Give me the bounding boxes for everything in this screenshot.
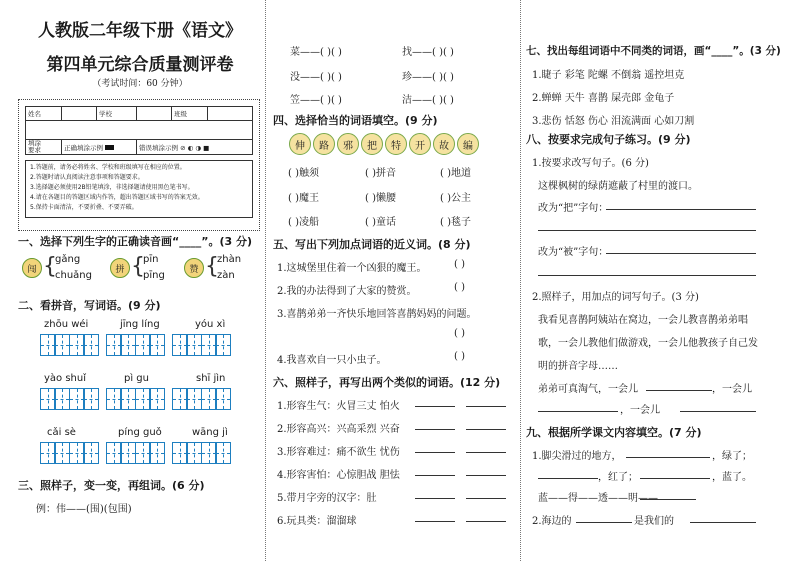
s8-q2-text-3: 明的拼音字母…… xyxy=(538,361,618,372)
s5-answer-3[interactable]: ( ) xyxy=(454,328,465,339)
s4-r2-c2[interactable]: ( )懒腰 xyxy=(365,193,396,204)
s4-r1-c1[interactable]: ( )触须 xyxy=(288,168,319,179)
section-2-title: 二、看拼音，写词语。(9 分) xyxy=(18,299,161,312)
s4-r3-c2[interactable]: ( )童话 xyxy=(365,217,396,228)
pinyin-word-5: pì gu xyxy=(124,373,149,384)
s6-item-3: 3.形容难过：痛不欲生 忧伤 xyxy=(277,447,400,458)
s5-item-3: 3.喜鹊弟弟一齐快乐地回答喜鹊妈妈的问题。 xyxy=(277,309,477,320)
pinyin-1b[interactable]: chuǎng xyxy=(55,270,92,281)
s4-r3-c3[interactable]: ( )毯子 xyxy=(440,217,471,228)
brace-2: { xyxy=(131,254,145,279)
s6-blank[interactable] xyxy=(415,452,455,453)
answer-line[interactable] xyxy=(576,522,632,523)
pinyin-word-9: wāng jì xyxy=(192,427,228,438)
writing-cell[interactable] xyxy=(83,388,99,410)
section-7-title: 七、找出每组词语中不同类的词语，画“____”。(3 分) xyxy=(526,45,781,57)
answer-line[interactable] xyxy=(538,275,756,276)
brace-1: { xyxy=(43,254,57,279)
s7-row-2[interactable]: 2.蝉蝉 天牛 喜鹊 屎壳郎 金龟子 xyxy=(532,93,675,104)
note-4: 4.请在各题目的答题区域内作答，超出答题区域书写的答案无效。 xyxy=(30,194,204,201)
s9-line-4b: 是我们的 xyxy=(634,516,674,527)
s5-answer-2[interactable]: ( ) xyxy=(454,282,465,293)
section-3-example: 例：伟——(围)(包围) xyxy=(36,504,132,515)
class-field[interactable] xyxy=(208,107,253,121)
note-2: 2.答题时请认真阅读注意事项和答题要求。 xyxy=(30,174,144,181)
writing-cell[interactable] xyxy=(215,442,231,464)
answer-line[interactable] xyxy=(606,209,756,210)
s6-blank[interactable] xyxy=(466,498,506,499)
pinyin-3a[interactable]: zhàn xyxy=(217,254,242,265)
answer-line[interactable] xyxy=(538,411,618,412)
pinyin-3b[interactable]: zàn xyxy=(217,270,235,281)
apple-word-7: 故 xyxy=(433,133,455,155)
s6-blank[interactable] xyxy=(415,475,455,476)
info-table xyxy=(25,106,253,155)
apple-word-2: 路 xyxy=(313,133,335,155)
s9-line-1b: ，绿了； xyxy=(712,451,752,462)
s4-r2-c1[interactable]: ( )魔王 xyxy=(288,193,319,204)
pinyin-2a[interactable]: pīn xyxy=(143,254,159,265)
answer-line[interactable] xyxy=(646,390,712,391)
s9-line-2b: ，红了； xyxy=(598,472,638,483)
s6-item-1: 1.形容生气：火冒三丈 怕火 xyxy=(277,401,400,412)
pinyin-word-3: yóu xì xyxy=(195,319,226,330)
pinyin-2b[interactable]: pīng xyxy=(143,270,165,281)
s6-blank[interactable] xyxy=(466,452,506,453)
note-3: 3.选择题必须使用2B铅笔填涂，非选择题请使用黑色笔书写。 xyxy=(30,184,194,191)
s6-item-4: 4.形容害怕：心惊胆战 胆怯 xyxy=(277,470,400,481)
s7-row-1[interactable]: 1.睫子 彩笔 陀螺 不倒翁 遥控坦克 xyxy=(532,70,685,81)
class-label: 班级 xyxy=(172,107,208,121)
pinyin-word-2: jīng líng xyxy=(120,319,160,330)
pinyin-1a[interactable]: gǎng xyxy=(55,254,81,265)
s8-q1: 1.按要求改写句子。(6 分) xyxy=(532,158,649,169)
section-9-title: 九、根据所学课文内容填空。(7 分) xyxy=(526,426,702,439)
s4-r2-c3[interactable]: ( )公主 xyxy=(440,193,471,204)
writing-cell[interactable] xyxy=(215,334,231,356)
apple-word-6: 开 xyxy=(409,133,431,155)
name-label: 姓名 xyxy=(26,107,62,121)
s3-row-3[interactable]: 没——( )( ) xyxy=(290,72,342,83)
s6-blank[interactable] xyxy=(466,475,506,476)
s5-item-1: 1.这城堡里住着一个凶狠的魔王。 xyxy=(277,263,427,274)
s8-q2-text-1: 我看见喜鹊阿姨站在窝边，一会儿教喜鹊弟弟唱 xyxy=(538,315,748,326)
writing-cell[interactable] xyxy=(83,442,99,464)
writing-cell[interactable] xyxy=(215,388,231,410)
s5-item-2: 2.我的办法得到了大家的赞赏。 xyxy=(277,286,417,297)
s3-row-5[interactable]: 笠——( )( ) xyxy=(290,95,342,106)
wrong-example: 错误填涂示例 ⊘ ◐ ◑ ■ xyxy=(137,140,253,155)
writing-cell[interactable] xyxy=(149,334,165,356)
s5-item-4: 4.我喜欢自一只小虫子。 xyxy=(277,355,387,366)
answer-line[interactable] xyxy=(640,478,710,479)
s7-row-3[interactable]: 3.悲伤 恬怒 伤心 泪流满面 心如刀割 xyxy=(532,116,695,127)
char-badge-1: 闯 xyxy=(22,258,42,278)
writing-row-3 xyxy=(41,442,239,464)
answer-line[interactable] xyxy=(538,230,756,231)
s8-q2-fill-1: 弟弟可真淘气，一会儿 xyxy=(538,384,638,395)
s3-row-6[interactable]: 洁——( )( ) xyxy=(402,95,454,106)
section-6-title: 六、照样子，再写出两个类似的词语。(12 分) xyxy=(273,376,501,389)
writing-cell[interactable] xyxy=(149,388,165,410)
s9-line-4: 2.海边的 xyxy=(532,516,572,527)
correct-example: 正确填涂示例 xyxy=(61,140,136,155)
s8-q2-fill-2: ，一会儿 xyxy=(620,405,660,416)
answer-line[interactable] xyxy=(690,522,756,523)
writing-cell[interactable] xyxy=(149,442,165,464)
s4-r3-c1[interactable]: ( )凌船 xyxy=(288,217,319,228)
school-label: 学校 xyxy=(96,107,136,121)
id-field[interactable] xyxy=(26,121,253,140)
fold-line-2 xyxy=(520,0,521,561)
fill-req-label: 填涂 要求 xyxy=(26,140,62,155)
s6-blank[interactable] xyxy=(466,406,506,407)
char-badge-3: 赞 xyxy=(184,258,204,278)
writing-row-1 xyxy=(41,334,239,356)
apple-word-5: 特 xyxy=(385,133,407,155)
s3-row-2[interactable]: 找——( )( ) xyxy=(402,47,454,58)
s8-q2: 2.照样子，用加点的词写句子。(3 分) xyxy=(532,292,699,303)
answer-line[interactable] xyxy=(538,478,598,479)
apple-word-3: 邪 xyxy=(337,133,359,155)
s6-blank[interactable] xyxy=(415,429,455,430)
s5-answer-1[interactable]: ( ) xyxy=(454,259,465,270)
pinyin-word-7: cǎi sè xyxy=(47,427,76,438)
s8-q2-fill-1b: ，一会儿 xyxy=(712,384,752,395)
s4-r1-c3[interactable]: ( )地道 xyxy=(440,168,471,179)
s8-q1b: 改为“被”字句： xyxy=(538,247,609,258)
note-5: 5.保持卡面清洁，不要折叠、不要弄破。 xyxy=(30,204,138,211)
section-1-title: 一、选择下列生字的正确读音画“____”。(3 分) xyxy=(18,235,252,248)
apple-word-8: 编 xyxy=(457,133,479,155)
pinyin-word-1: zhōu wéi xyxy=(44,319,89,330)
s6-blank[interactable] xyxy=(415,498,455,499)
name-field[interactable] xyxy=(61,107,96,121)
s9-line-3: 蓝——得——透——明—— xyxy=(538,493,658,504)
s9-line-2c: ，蓝了。 xyxy=(712,472,752,483)
pinyin-word-8: píng guǒ xyxy=(118,427,162,438)
section-4-title: 四、选择恰当的词语填空。(9 分) xyxy=(273,114,438,127)
apple-word-4: 把 xyxy=(361,133,383,155)
apple-word-1: 伸 xyxy=(289,133,311,155)
s4-r1-c2[interactable]: ( )拼音 xyxy=(365,168,396,179)
s6-blank[interactable] xyxy=(466,521,506,522)
section-8-title: 八、按要求完成句子练习。(9 分) xyxy=(526,133,691,146)
brace-3: { xyxy=(205,254,219,279)
answer-line[interactable] xyxy=(680,411,756,412)
s8-q1a: 改为“把”字句： xyxy=(538,203,609,214)
s6-item-2: 2.形容高兴：兴高采烈 兴奋 xyxy=(277,424,400,435)
school-field[interactable] xyxy=(137,107,172,121)
section-5-title: 五、写出下列加点词语的近义词。(8 分) xyxy=(273,238,471,251)
pinyin-word-4: yào shuǐ xyxy=(44,373,87,384)
writing-row-2 xyxy=(41,388,239,410)
pinyin-word-6: shī jìn xyxy=(196,373,226,384)
s6-blank[interactable] xyxy=(415,406,455,407)
answer-line[interactable] xyxy=(640,499,696,500)
char-badge-2: 拼 xyxy=(110,258,130,278)
paper-title: 人教版二年级下册《语文》 xyxy=(38,21,242,41)
s6-item-6: 6.玩具类：溜溜球 xyxy=(277,516,357,527)
s5-answer-4[interactable]: ( ) xyxy=(454,351,465,362)
s6-blank[interactable] xyxy=(466,429,506,430)
s6-item-5: 5.带月字旁的汉字：肚 xyxy=(277,493,377,504)
section-3-title: 三、照样子，变一变，再组词。(6 分) xyxy=(18,479,205,492)
s8-q2-text-2: 歌，一会儿教他们做游戏，一会儿他教孩子自己发 xyxy=(538,338,758,349)
note-1: 1.答题前，请务必将姓名、学校和班级填写在相应的位置。 xyxy=(30,164,186,171)
s8-q1-text: 这棵枫树的绿荫遮蔽了村里的渡口。 xyxy=(538,181,698,192)
answer-line[interactable] xyxy=(606,253,756,254)
paper-subtitle: 第四单元综合质量测评卷 xyxy=(46,55,234,75)
s3-row-1[interactable]: 菜——( )( ) xyxy=(290,47,342,58)
writing-cell[interactable] xyxy=(83,334,99,356)
s9-line-1: 1.脚尖滑过的地方， xyxy=(532,451,622,462)
notes-box xyxy=(25,160,253,218)
fold-line-1 xyxy=(265,0,266,561)
exam-time: （考试时间：60 分钟） xyxy=(92,79,188,89)
s6-blank[interactable] xyxy=(415,521,455,522)
answer-line[interactable] xyxy=(626,457,710,458)
s3-row-4[interactable]: 珍——( )( ) xyxy=(402,72,454,83)
